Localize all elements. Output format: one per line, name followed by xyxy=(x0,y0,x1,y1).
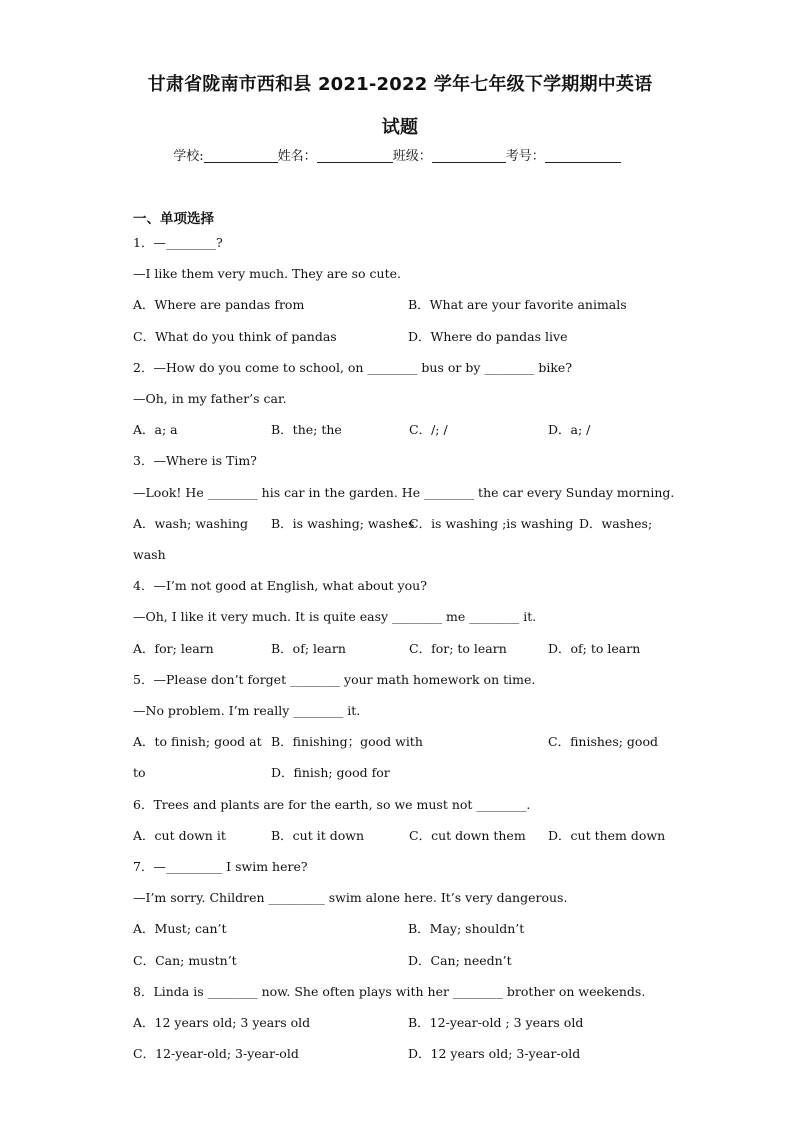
q6-option-a[interactable]: A．cut down it xyxy=(133,828,226,843)
q7-option-c[interactable]: C．Can; mustn’t xyxy=(133,953,237,968)
exam-title-line2: 试题 xyxy=(381,117,419,138)
q1-option-d[interactable]: D．Where do pandas live xyxy=(408,329,568,344)
question-2-stem: 2．—How do you come to school, on ________ bus or by ________ bike? xyxy=(133,360,573,375)
exam-title-line1: 甘肃省陇南市西和县 2021-2022 学年七年级下学期期中英语 xyxy=(147,74,653,95)
q1-option-c[interactable]: C．What do you think of pandas xyxy=(133,329,337,344)
number-label: 考号： xyxy=(505,149,545,164)
q4-option-d[interactable]: D．of; to learn xyxy=(548,641,641,656)
question-4-stem: 4．—I’m not good at English, what about you? xyxy=(133,578,427,593)
student-info-row xyxy=(0,145,794,164)
question-3-stem: 3．—Where is Tim? xyxy=(133,453,257,468)
question-4-reply: —Oh, I like it very much. It is quite easy ________ me ________ it. xyxy=(133,609,537,624)
name-label: 姓名： xyxy=(277,149,317,164)
question-1-reply: —I like them very much. They are so cute. xyxy=(133,266,401,281)
question-8-stem: 8．Linda is ________ now. She often plays with her ________ brother on weekends. xyxy=(133,984,646,999)
q5-option-b[interactable]: B．finishing；good with xyxy=(271,734,423,749)
q5-option-c[interactable]: C．finishes; good xyxy=(548,734,658,749)
q4-option-a[interactable]: A．for; learn xyxy=(133,641,214,656)
q8-option-a[interactable]: A．12 years old; 3 years old xyxy=(133,1015,311,1030)
question-5-stem: 5．—Please don’t forget ________ your math homework on time. xyxy=(133,672,536,687)
q2-option-d[interactable]: D．a; / xyxy=(548,422,591,437)
q8-option-b[interactable]: B．12-year-old ; 3 years old xyxy=(408,1015,584,1030)
q3-option-c[interactable]: C．is washing ;is washing xyxy=(409,516,574,531)
q6-option-b[interactable]: B．cut it down xyxy=(271,828,365,843)
question-7-reply: —I’m sorry. Children _________ swim alone here. It’s very dangerous. xyxy=(133,890,568,905)
question-2-reply: —Oh, in my father’s car. xyxy=(133,391,287,406)
q5-option-d[interactable]: D．finish; good for xyxy=(271,765,390,780)
q7-option-a[interactable]: A．Must; can’t xyxy=(133,921,227,936)
question-1-stem: 1．—________? xyxy=(133,235,223,250)
q3-option-a[interactable]: A．wash; washing xyxy=(133,516,248,531)
q1-option-b[interactable]: B．What are your favorite animals xyxy=(408,297,627,312)
q2-option-b[interactable]: B．the; the xyxy=(271,422,342,437)
q5-option-a[interactable]: A．to finish; good at xyxy=(133,734,262,749)
q5-option-c-continued: to xyxy=(133,765,146,780)
q3-option-d-continued: wash xyxy=(133,547,166,562)
school-label: 学校: xyxy=(173,149,204,164)
q6-option-d[interactable]: D．cut them down xyxy=(548,828,666,843)
question-6-stem: 6．Trees and plants are for the earth, so we must not ________. xyxy=(133,797,531,812)
q3-option-b[interactable]: B．is washing; washes xyxy=(271,516,415,531)
question-7-stem: 7．—_________ I swim here? xyxy=(133,859,308,874)
q7-option-b[interactable]: B．May; shouldn’t xyxy=(408,921,525,936)
class-blank[interactable] xyxy=(432,148,506,163)
q2-option-a[interactable]: A．a; a xyxy=(133,422,178,437)
number-blank[interactable] xyxy=(545,148,621,163)
question-3-reply: —Look! He ________ his car in the garden. He ________ the car every Sunday morning. xyxy=(133,485,675,500)
q4-option-b[interactable]: B．of; learn xyxy=(271,641,346,656)
q1-option-a[interactable]: A．Where are pandas from xyxy=(133,297,305,312)
q3-option-d[interactable]: D．washes; xyxy=(579,516,653,531)
school-blank[interactable] xyxy=(204,148,278,163)
q7-option-d[interactable]: D．Can; needn’t xyxy=(408,953,512,968)
q8-option-c[interactable]: C．12-year-old; 3-year-old xyxy=(133,1046,299,1061)
q4-option-c[interactable]: C．for; to learn xyxy=(409,641,507,656)
q6-option-c[interactable]: C．cut down them xyxy=(409,828,526,843)
class-label: 班级： xyxy=(392,149,432,164)
q2-option-c[interactable]: C．/; / xyxy=(409,422,448,437)
q8-option-d[interactable]: D．12 years old; 3-year-old xyxy=(408,1046,581,1061)
name-blank[interactable] xyxy=(317,148,393,163)
section-heading: 一、单项选择 xyxy=(133,211,214,227)
question-5-reply: —No problem. I’m really ________ it. xyxy=(133,703,361,718)
